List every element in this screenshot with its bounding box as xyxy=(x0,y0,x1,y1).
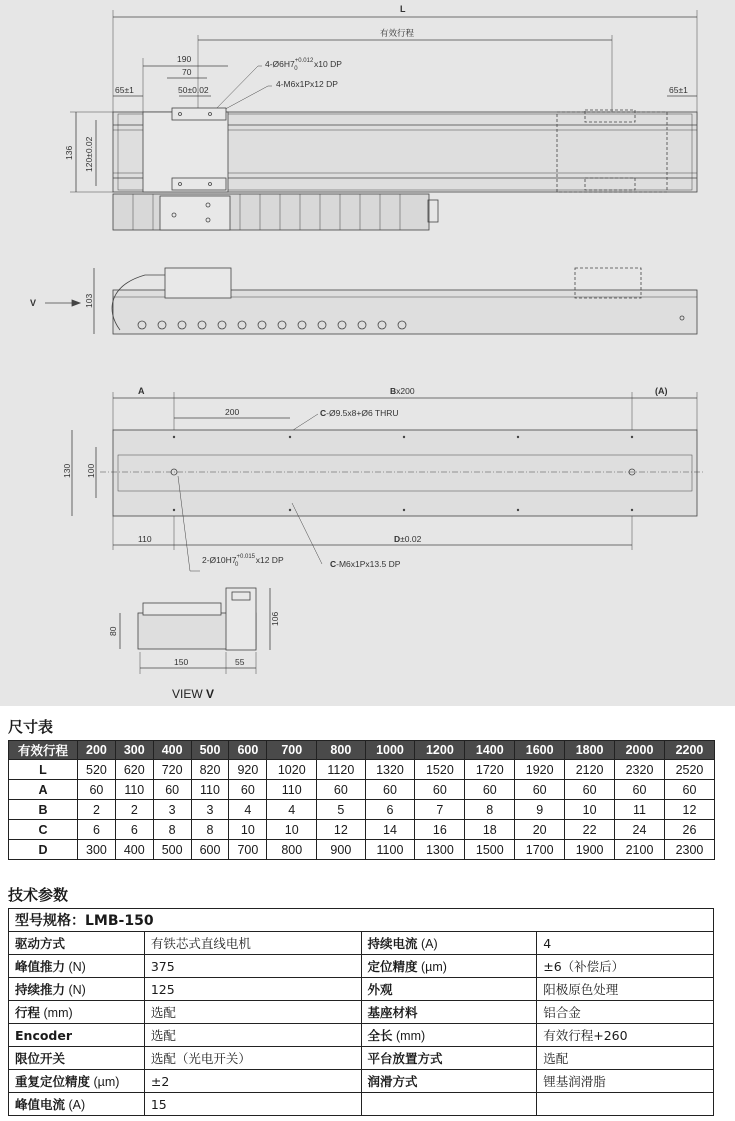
dimension-cell: 1020 xyxy=(267,760,317,780)
dimension-cell: 60 xyxy=(664,780,714,800)
dimension-cell: 60 xyxy=(153,780,191,800)
dimension-cell: 2100 xyxy=(615,840,665,860)
dimension-cell: 60 xyxy=(465,780,515,800)
header-stroke: 有效行程 xyxy=(9,741,78,760)
dimension-cell: 110 xyxy=(267,780,317,800)
spec-label xyxy=(361,1001,537,1024)
spec-label xyxy=(361,932,537,955)
spec-label-text: 全长 xyxy=(367,1028,393,1043)
c-thru-callout: C-Ø9.5x8+Ø6 THRU xyxy=(320,408,399,418)
dimension-cell: 820 xyxy=(191,760,229,780)
dimension-cell: 720 xyxy=(153,760,191,780)
dimension-table xyxy=(8,740,715,860)
dimension-cell: 12 xyxy=(664,800,714,820)
spec-value: 125 xyxy=(144,978,361,1001)
dimension-cell: 300 xyxy=(78,840,116,860)
spec-label-text: 重复定位精度 xyxy=(15,1074,91,1089)
spec-label-text: 驱动方式 xyxy=(15,936,66,951)
spec-label-unit: (A) xyxy=(417,937,438,951)
header-cell: 1400 xyxy=(465,741,515,760)
dimension-cell: 2 xyxy=(78,800,116,820)
dimension-cell: 10 xyxy=(565,800,615,820)
spec-label xyxy=(9,932,145,955)
dimension-cell: 2300 xyxy=(664,840,714,860)
dimension-cell: 60 xyxy=(515,780,565,800)
spec-label xyxy=(9,1093,145,1116)
spec-label-unit: (A) xyxy=(65,1098,86,1112)
dimension-cell: 60 xyxy=(78,780,116,800)
dimension-cell: 24 xyxy=(615,820,665,840)
spec-row xyxy=(9,1070,714,1093)
spec-table xyxy=(8,908,714,1116)
dimension-cell: 3 xyxy=(191,800,229,820)
header-cell: 400 xyxy=(153,741,191,760)
row-label: D xyxy=(9,840,78,860)
dimension-cell: 920 xyxy=(229,760,267,780)
dim-stroke-label: 有效行程 xyxy=(380,29,415,39)
row-label: A xyxy=(9,780,78,800)
dimension-cell: 5 xyxy=(317,800,365,820)
header-cell: 1000 xyxy=(365,741,415,760)
dimension-row xyxy=(9,840,715,860)
spec-value: 375 xyxy=(144,955,361,978)
spec-row xyxy=(9,1024,714,1047)
spec-label xyxy=(9,1024,145,1047)
spec-label xyxy=(361,1047,537,1070)
spec-label-text: 外观 xyxy=(367,982,393,997)
dim-120: 120±0.02 xyxy=(84,136,94,172)
hole-callout-2: 4-M6x1Px12 DP xyxy=(276,79,338,89)
spec-row xyxy=(9,1047,714,1070)
spec-label-text: 基座材料 xyxy=(367,1005,418,1020)
dimension-cell: 1920 xyxy=(515,760,565,780)
dimension-cell: 4 xyxy=(229,800,267,820)
spec-row xyxy=(9,978,714,1001)
header-cell: 600 xyxy=(229,741,267,760)
spec-label xyxy=(9,1001,145,1024)
spec-label-text: 定位精度 xyxy=(367,959,418,974)
dimension-cell: 60 xyxy=(365,780,415,800)
dim-A-paren: (A) xyxy=(655,386,668,396)
spec-value: ±6（补偿后） xyxy=(537,955,714,978)
dimension-cell: 2520 xyxy=(664,760,714,780)
dimension-cell: 1100 xyxy=(365,840,415,860)
row-label: L xyxy=(9,760,78,780)
dimension-cell: 2 xyxy=(115,800,153,820)
dimension-cell: 10 xyxy=(267,820,317,840)
dimension-cell: 60 xyxy=(229,780,267,800)
spec-value: 选配 xyxy=(144,1001,361,1024)
dim-A: A xyxy=(138,386,145,396)
spec-value: ±2 xyxy=(144,1070,361,1093)
side-view xyxy=(30,268,697,334)
header-cell: 200 xyxy=(78,741,116,760)
dimension-cell: 1320 xyxy=(365,760,415,780)
dim-100: 100 xyxy=(86,463,96,478)
spec-label xyxy=(361,955,537,978)
spec-table-title: 技术参数 xyxy=(8,886,69,904)
dim-106: 106 xyxy=(270,611,280,626)
dimension-cell: 600 xyxy=(191,840,229,860)
spec-value: 15 xyxy=(144,1093,361,1116)
spec-label-text: 润滑方式 xyxy=(367,1074,418,1089)
spec-label xyxy=(9,1070,145,1093)
spec-label-text: 限位开关 xyxy=(15,1051,66,1066)
dimension-cell: 400 xyxy=(115,840,153,860)
header-cell: 800 xyxy=(317,741,365,760)
dimension-cell: 14 xyxy=(365,820,415,840)
dimension-cell: 60 xyxy=(565,780,615,800)
spec-label-unit: (N) xyxy=(65,960,86,974)
dim-150: 150 xyxy=(174,657,189,667)
dim-136: 136 xyxy=(64,145,74,160)
spec-row xyxy=(9,1001,714,1024)
spec-label-text: 平台放置方式 xyxy=(367,1051,443,1066)
dim-103: 103 xyxy=(84,293,94,308)
dimension-cell: 3 xyxy=(153,800,191,820)
dimension-cell: 800 xyxy=(267,840,317,860)
dim-50: 50±0.02 xyxy=(178,85,209,95)
spec-label-unit: (mm) xyxy=(392,1029,426,1043)
spec-value: 阳极原色处理 xyxy=(537,978,714,1001)
dimension-cell: 900 xyxy=(317,840,365,860)
dimension-cell: 22 xyxy=(565,820,615,840)
dimension-cell: 10 xyxy=(229,820,267,840)
spec-label-text: 峰值电流 xyxy=(15,1097,66,1112)
dim-L-label: L xyxy=(400,4,406,14)
spec-label-text: 持续电流 xyxy=(367,936,418,951)
dimension-cell: 12 xyxy=(317,820,365,840)
dimension-row xyxy=(9,820,715,840)
dim-D: D±0.02 xyxy=(394,534,422,544)
dim-55: 55 xyxy=(235,657,245,667)
model-row xyxy=(9,909,714,932)
dimension-cell: 1500 xyxy=(465,840,515,860)
spec-label xyxy=(9,1047,145,1070)
spec-label xyxy=(361,1070,537,1093)
dimension-cell: 11 xyxy=(615,800,665,820)
dim-200: 200 xyxy=(225,407,240,417)
spec-label-text: 峰值推力 xyxy=(15,959,66,974)
view-v-marker: V xyxy=(30,298,37,308)
dimension-cell: 500 xyxy=(153,840,191,860)
pin-callout: $2-Ø10H7^{+0.015}$ 0 x12 DP xyxy=(202,554,284,568)
dimension-cell: 8 xyxy=(465,800,515,820)
c-thread-callout: C-M6x1Px13.5 DP xyxy=(330,559,401,569)
dimension-table-header xyxy=(9,741,715,760)
end-view xyxy=(108,588,280,701)
header-cell: 1600 xyxy=(515,741,565,760)
dimension-cell: 8 xyxy=(153,820,191,840)
dimension-row xyxy=(9,780,715,800)
dim-190: 190 xyxy=(177,54,192,64)
dimension-cell: 1700 xyxy=(515,840,565,860)
dimension-cell: 16 xyxy=(415,820,465,840)
dimension-row xyxy=(9,760,715,780)
dimension-cell: 520 xyxy=(78,760,116,780)
dimension-cell: 9 xyxy=(515,800,565,820)
dimension-cell: 8 xyxy=(191,820,229,840)
spec-label-unit: (N) xyxy=(65,983,86,997)
dimension-cell: 6 xyxy=(365,800,415,820)
row-label: B xyxy=(9,800,78,820)
dimension-cell: 1720 xyxy=(465,760,515,780)
dimension-cell: 1300 xyxy=(415,840,465,860)
header-cell: 2200 xyxy=(664,741,714,760)
dimension-cell: 4 xyxy=(267,800,317,820)
top-view xyxy=(64,4,697,230)
dimension-row xyxy=(9,800,715,820)
spec-value: 选配 xyxy=(537,1047,714,1070)
spec-row xyxy=(9,955,714,978)
spec-label-unit: (µm) xyxy=(417,960,447,974)
header-cell: 1200 xyxy=(415,741,465,760)
spec-value: 选配（光电开关） xyxy=(144,1047,361,1070)
dimension-cell: 60 xyxy=(415,780,465,800)
dimension-cell: 700 xyxy=(229,840,267,860)
spec-label xyxy=(361,1024,537,1047)
spec-label xyxy=(361,978,537,1001)
row-label: C xyxy=(9,820,78,840)
dimension-cell: 26 xyxy=(664,820,714,840)
spec-row xyxy=(9,932,714,955)
dimension-table-title: 尺寸表 xyxy=(8,718,54,736)
spec-value xyxy=(537,1093,714,1116)
spec-label xyxy=(361,1093,537,1116)
model-title: 型号规格：LMB-150 xyxy=(9,909,714,932)
dimension-cell: 110 xyxy=(191,780,229,800)
spec-label-text: 行程 xyxy=(15,1005,41,1020)
hole-callout-1: $4-Ø6H7^{+0.012}$ 0 x10 DP xyxy=(265,58,342,72)
header-cell: 500 xyxy=(191,741,229,760)
dimension-cell: 1520 xyxy=(415,760,465,780)
view-v-caption: VIEW V xyxy=(172,687,215,701)
dimension-cell: 6 xyxy=(115,820,153,840)
dim-80: 80 xyxy=(108,626,118,636)
dimension-cell: 60 xyxy=(317,780,365,800)
spec-value: 锂基润滑脂 xyxy=(537,1070,714,1093)
header-cell: 700 xyxy=(267,741,317,760)
dimension-cell: 620 xyxy=(115,760,153,780)
spec-value: 4 xyxy=(537,932,714,955)
dimension-cell: 7 xyxy=(415,800,465,820)
dimension-cell: 1120 xyxy=(317,760,365,780)
dimension-cell: 6 xyxy=(78,820,116,840)
dimension-cell: 20 xyxy=(515,820,565,840)
spec-value: 有铁芯式直线电机 xyxy=(144,932,361,955)
dimension-cell: 2120 xyxy=(565,760,615,780)
dim-110: 110 xyxy=(138,534,152,544)
spec-label-unit: (µm) xyxy=(90,1075,120,1089)
spec-row xyxy=(9,1093,714,1116)
header-cell: 300 xyxy=(115,741,153,760)
dim-65-right: 65±1 xyxy=(669,85,688,95)
dimension-cell: 60 xyxy=(615,780,665,800)
spec-label xyxy=(9,955,145,978)
spec-label-text: 持续推力 xyxy=(15,982,66,997)
spec-value: 选配 xyxy=(144,1024,361,1047)
dim-Bx200: Bx200 xyxy=(390,386,415,396)
dim-130: 130 xyxy=(62,463,72,478)
dimension-cell: 1900 xyxy=(565,840,615,860)
header-cell: 2000 xyxy=(615,741,665,760)
dim-70: 70 xyxy=(182,67,192,77)
dim-65-left: 65±1 xyxy=(115,85,134,95)
spec-value: 有效行程+260 xyxy=(537,1024,714,1047)
spec-label xyxy=(9,978,145,1001)
spec-label-unit: (mm) xyxy=(40,1006,73,1020)
spec-value: 铝合金 xyxy=(537,1001,714,1024)
header-cell: 1800 xyxy=(565,741,615,760)
spec-label-text: Encoder xyxy=(15,1027,73,1043)
dimension-cell: 18 xyxy=(465,820,515,840)
dimension-cell: 110 xyxy=(115,780,153,800)
dimension-cell: 2320 xyxy=(615,760,665,780)
base-view xyxy=(62,386,705,571)
